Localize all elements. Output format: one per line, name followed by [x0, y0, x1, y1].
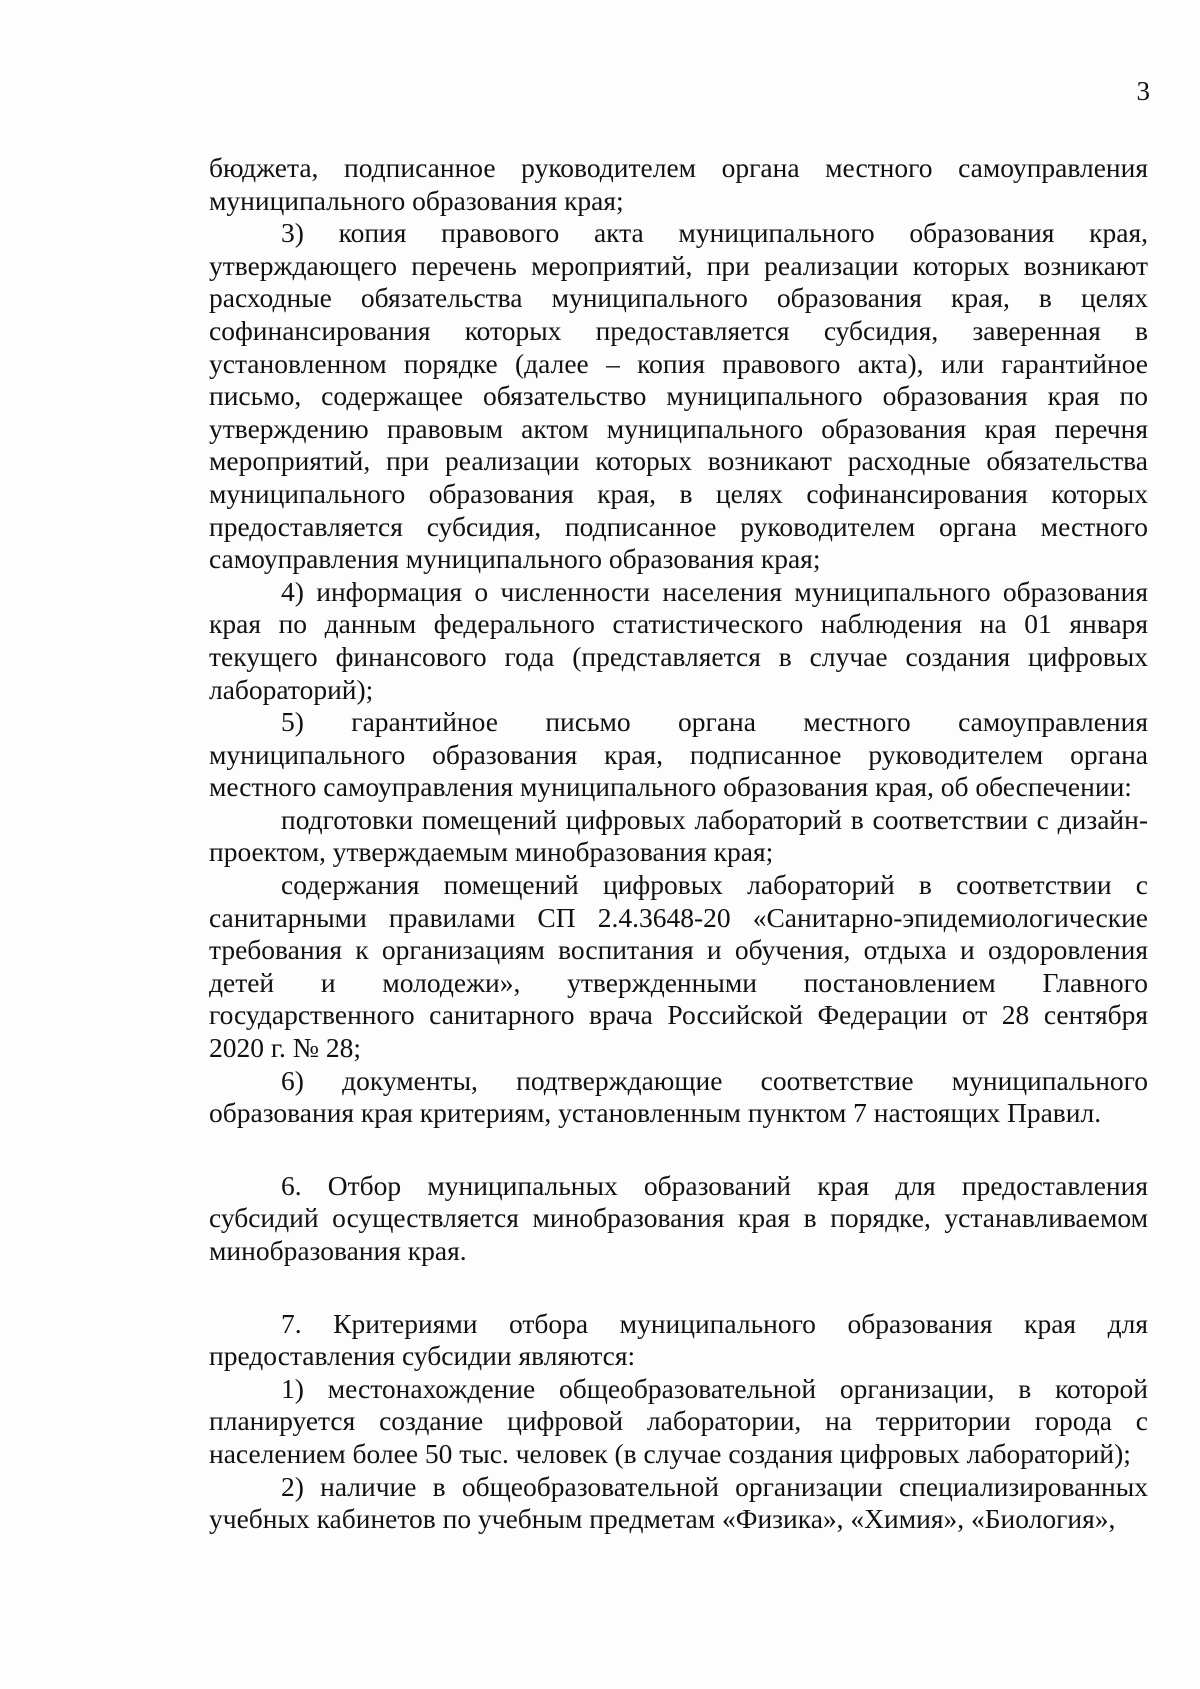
criteria-item-2: 2) наличие в общеобразовательной организации специализированных учебных кабинетов по учебным предметам «Физика», «Химия», «Биология»,	[209, 1470, 1148, 1535]
document-body	[209, 152, 1148, 1536]
clause-6: 6. Отбор муниципальных образований края для предоставления субсидий осуществляется минобразования края в порядке, устанавливаемом минобразования края.	[209, 1169, 1148, 1266]
list-item-5-sub-2: содержания помещений цифровых лабораторий в соответствии с санитарными правилами СП 2.4.3648-20 «Санитарно-эпидемиологические требования к организациям воспитания и обучения, отдыха и оздоровления детей и молодежи», утвержденными постановлением Главного государственного санитарного врача Российской Федерации от 28 сентября 2020 г. № 28;	[209, 869, 1148, 1064]
clause-7: 7. Критериями отбора муниципального образования края для предоставления субсидии являются:	[209, 1307, 1148, 1372]
section-gap	[209, 1130, 1148, 1170]
paragraph-continuation: бюджета, подписанное руководителем органа местного самоуправления муниципального образования края;	[209, 152, 1148, 216]
section-gap	[209, 1268, 1148, 1308]
list-item-5: 5) гарантийное письмо органа местного самоуправления муниципального образования края, подписанное руководителем органа местного самоуправления муниципального образования края, об обеспечении:	[209, 706, 1148, 803]
list-item-3: 3) копия правового акта муниципального образования края, утверждающего перечень мероприятий, при реализации которых возникают расходные обязательства муниципального образования края, в целях софинансирования которых предоставляется субсидия, заверенная в установленном порядке (далее – копия правового акта), или гарантийное письмо, содержащее обязательство муниципального образования края по утверждению правовым актом муниципального образования края перечня мероприятий, при реализации которых возникают расходные обязательства муниципального образования края, в целях софинансирования которых предоставляется субсидия, подписанное руководителем органа местного самоуправления муниципального образования края;	[209, 217, 1148, 575]
list-item-6: 6) документы, подтверждающие соответствие муниципального образования края критериям, установленным пунктом 7 настоящих Правил.	[209, 1064, 1148, 1129]
page-number: 3	[1136, 76, 1150, 106]
criteria-item-1: 1) местонахождение общеобразовательной организации, в которой планируется создание цифровой лаборатории, на территории города с населением более 50 тыс. человек (в случае создания цифровых лабораторий);	[209, 1372, 1148, 1469]
list-item-5-sub-1: подготовки помещений цифровых лабораторий в соответствии с дизайн-проектом, утверждаемым минобразования края;	[209, 803, 1148, 868]
list-item-4: 4) информация о численности населения муниципального образования края по данным федерального статистического наблюдения на 01 января текущего финансового года (представляется в случае создания цифровых лабораторий);	[209, 575, 1148, 705]
